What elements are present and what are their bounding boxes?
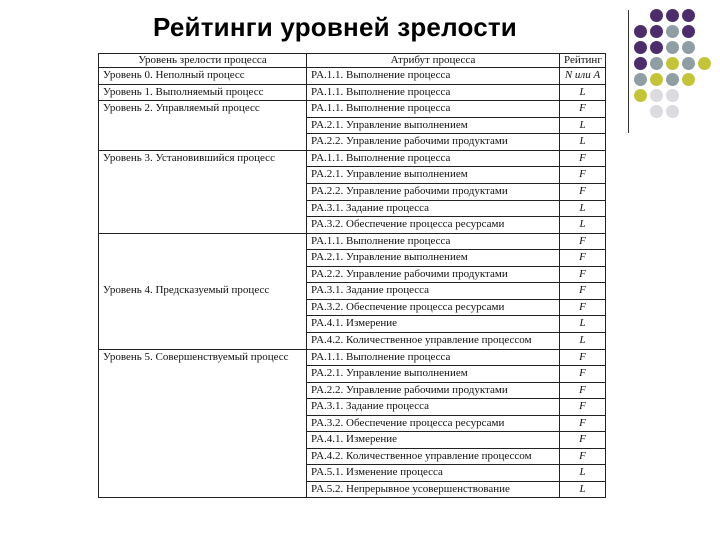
attribute-cell: PA.2.1. Управление выполнением — [307, 167, 560, 184]
decorative-dot — [682, 25, 695, 38]
decorative-dot — [634, 41, 647, 54]
decorative-dots — [634, 9, 720, 121]
attribute-cell: PA.2.2. Управление рабочими продуктами — [307, 184, 560, 201]
decorative-dot — [682, 57, 695, 70]
attribute-cell: PA.5.2. Непрерывное усовершенствование — [307, 481, 560, 498]
table-header-row — [99, 54, 606, 68]
table-row — [99, 150, 606, 167]
slide-title: Рейтинги уровней зрелости — [153, 12, 517, 42]
decorative-dot — [650, 89, 663, 102]
decorative-dot — [682, 73, 695, 86]
decorative-dot — [634, 25, 647, 38]
level-cell: Уровень 4. Предсказуемый процесс — [99, 233, 307, 349]
attribute-cell: PA.3.1. Задание процесса — [307, 200, 560, 217]
decorative-dot — [666, 73, 679, 86]
decorative-dot — [650, 9, 663, 22]
attribute-cell: PA.1.1. Выполнение процесса — [307, 101, 560, 118]
attribute-cell: PA.4.2. Количественное управление процессом — [307, 332, 560, 349]
rating-cell: L — [560, 332, 606, 349]
attribute-cell: PA.4.1. Измерение — [307, 316, 560, 333]
rating-cell: L — [560, 465, 606, 482]
table-row — [99, 68, 606, 85]
attribute-cell: PA.4.1. Измерение — [307, 432, 560, 449]
decorative-dot — [650, 41, 663, 54]
rating-cell: N или A — [560, 68, 606, 85]
decorative-dot — [666, 9, 679, 22]
attribute-cell: PA.1.1. Выполнение процесса — [307, 150, 560, 167]
maturity-table — [98, 53, 605, 520]
decorative-dot — [666, 89, 679, 102]
rating-cell: F — [560, 101, 606, 118]
decorative-dot — [666, 25, 679, 38]
decorative-dot — [682, 41, 695, 54]
attribute-cell: PA.2.2. Управление рабочими продуктами — [307, 134, 560, 151]
level-cell: Уровень 2. Управляемый процесс — [99, 101, 307, 151]
rating-cell: L — [560, 134, 606, 151]
rating-cell: F — [560, 266, 606, 283]
divider-line — [628, 10, 629, 133]
attribute-cell: PA.1.1. Выполнение процесса — [307, 68, 560, 85]
attribute-cell: PA.2.1. Управление выполнением — [307, 250, 560, 267]
decorative-dot — [650, 105, 663, 118]
attribute-cell: PA.3.2. Обеспечение процесса ресурсами — [307, 299, 560, 316]
level-cell: Уровень 0. Неполный процесс — [99, 68, 307, 85]
rating-cell: F — [560, 233, 606, 250]
rating-cell: F — [560, 399, 606, 416]
level-cell: Уровень 5. Совершенствуемый процесс — [99, 349, 307, 498]
attribute-cell: PA.2.2. Управление рабочими продуктами — [307, 266, 560, 283]
rating-cell: L — [560, 217, 606, 234]
decorative-dot — [666, 57, 679, 70]
decorative-dot — [650, 73, 663, 86]
decorative-dot — [634, 57, 647, 70]
decorative-dot — [666, 105, 679, 118]
decorative-dot — [634, 73, 647, 86]
attribute-cell: PA.2.1. Управление выполнением — [307, 366, 560, 383]
decorative-dot — [682, 9, 695, 22]
decorative-dot — [698, 57, 711, 70]
attribute-cell: PA.4.2. Количественное управление процессом — [307, 448, 560, 465]
attribute-cell: PA.3.1. Задание процесса — [307, 399, 560, 416]
header-level: Уровень зрелости процесса — [99, 54, 307, 68]
attribute-cell: PA.3.1. Задание процесса — [307, 283, 560, 300]
rating-cell: F — [560, 415, 606, 432]
rating-cell: L — [560, 200, 606, 217]
attribute-cell: PA.2.2. Управление рабочими продуктами — [307, 382, 560, 399]
rating-cell: F — [560, 432, 606, 449]
header-attribute: Атрибут процесса — [307, 54, 560, 68]
table-row — [99, 84, 606, 101]
rating-cell: F — [560, 366, 606, 383]
attribute-cell: PA.1.1. Выполнение процесса — [307, 233, 560, 250]
table-row — [99, 233, 606, 250]
attribute-cell: PA.1.1. Выполнение процесса — [307, 349, 560, 366]
table-row — [99, 349, 606, 366]
rating-cell: F — [560, 184, 606, 201]
rating-cell: L — [560, 117, 606, 134]
rating-cell: F — [560, 150, 606, 167]
level-cell: Уровень 1. Выполняемый процесс — [99, 84, 307, 101]
rating-cell: F — [560, 299, 606, 316]
decorative-dot — [666, 41, 679, 54]
rating-cell: F — [560, 382, 606, 399]
table-row — [99, 101, 606, 118]
level-cell: Уровень 3. Установившийся процесс — [99, 150, 307, 233]
rating-cell: L — [560, 481, 606, 498]
rating-cell: F — [560, 167, 606, 184]
rating-cell: F — [560, 448, 606, 465]
attribute-cell: PA.1.1. Выполнение процесса — [307, 84, 560, 101]
header-rating: Рейтинг — [560, 54, 606, 68]
attribute-cell: PA.3.2. Обеспечение процесса ресурсами — [307, 217, 560, 234]
rating-cell: F — [560, 349, 606, 366]
attribute-cell: PA.2.1. Управление выполнением — [307, 117, 560, 134]
decorative-dot — [650, 25, 663, 38]
attribute-cell: PA.3.2. Обеспечение процесса ресурсами — [307, 415, 560, 432]
decorative-dot — [634, 89, 647, 102]
rating-cell: F — [560, 283, 606, 300]
decorative-dot — [650, 57, 663, 70]
rating-cell: L — [560, 84, 606, 101]
rating-cell: L — [560, 316, 606, 333]
rating-cell: F — [560, 250, 606, 267]
attribute-cell: PA.5.1. Изменение процесса — [307, 465, 560, 482]
